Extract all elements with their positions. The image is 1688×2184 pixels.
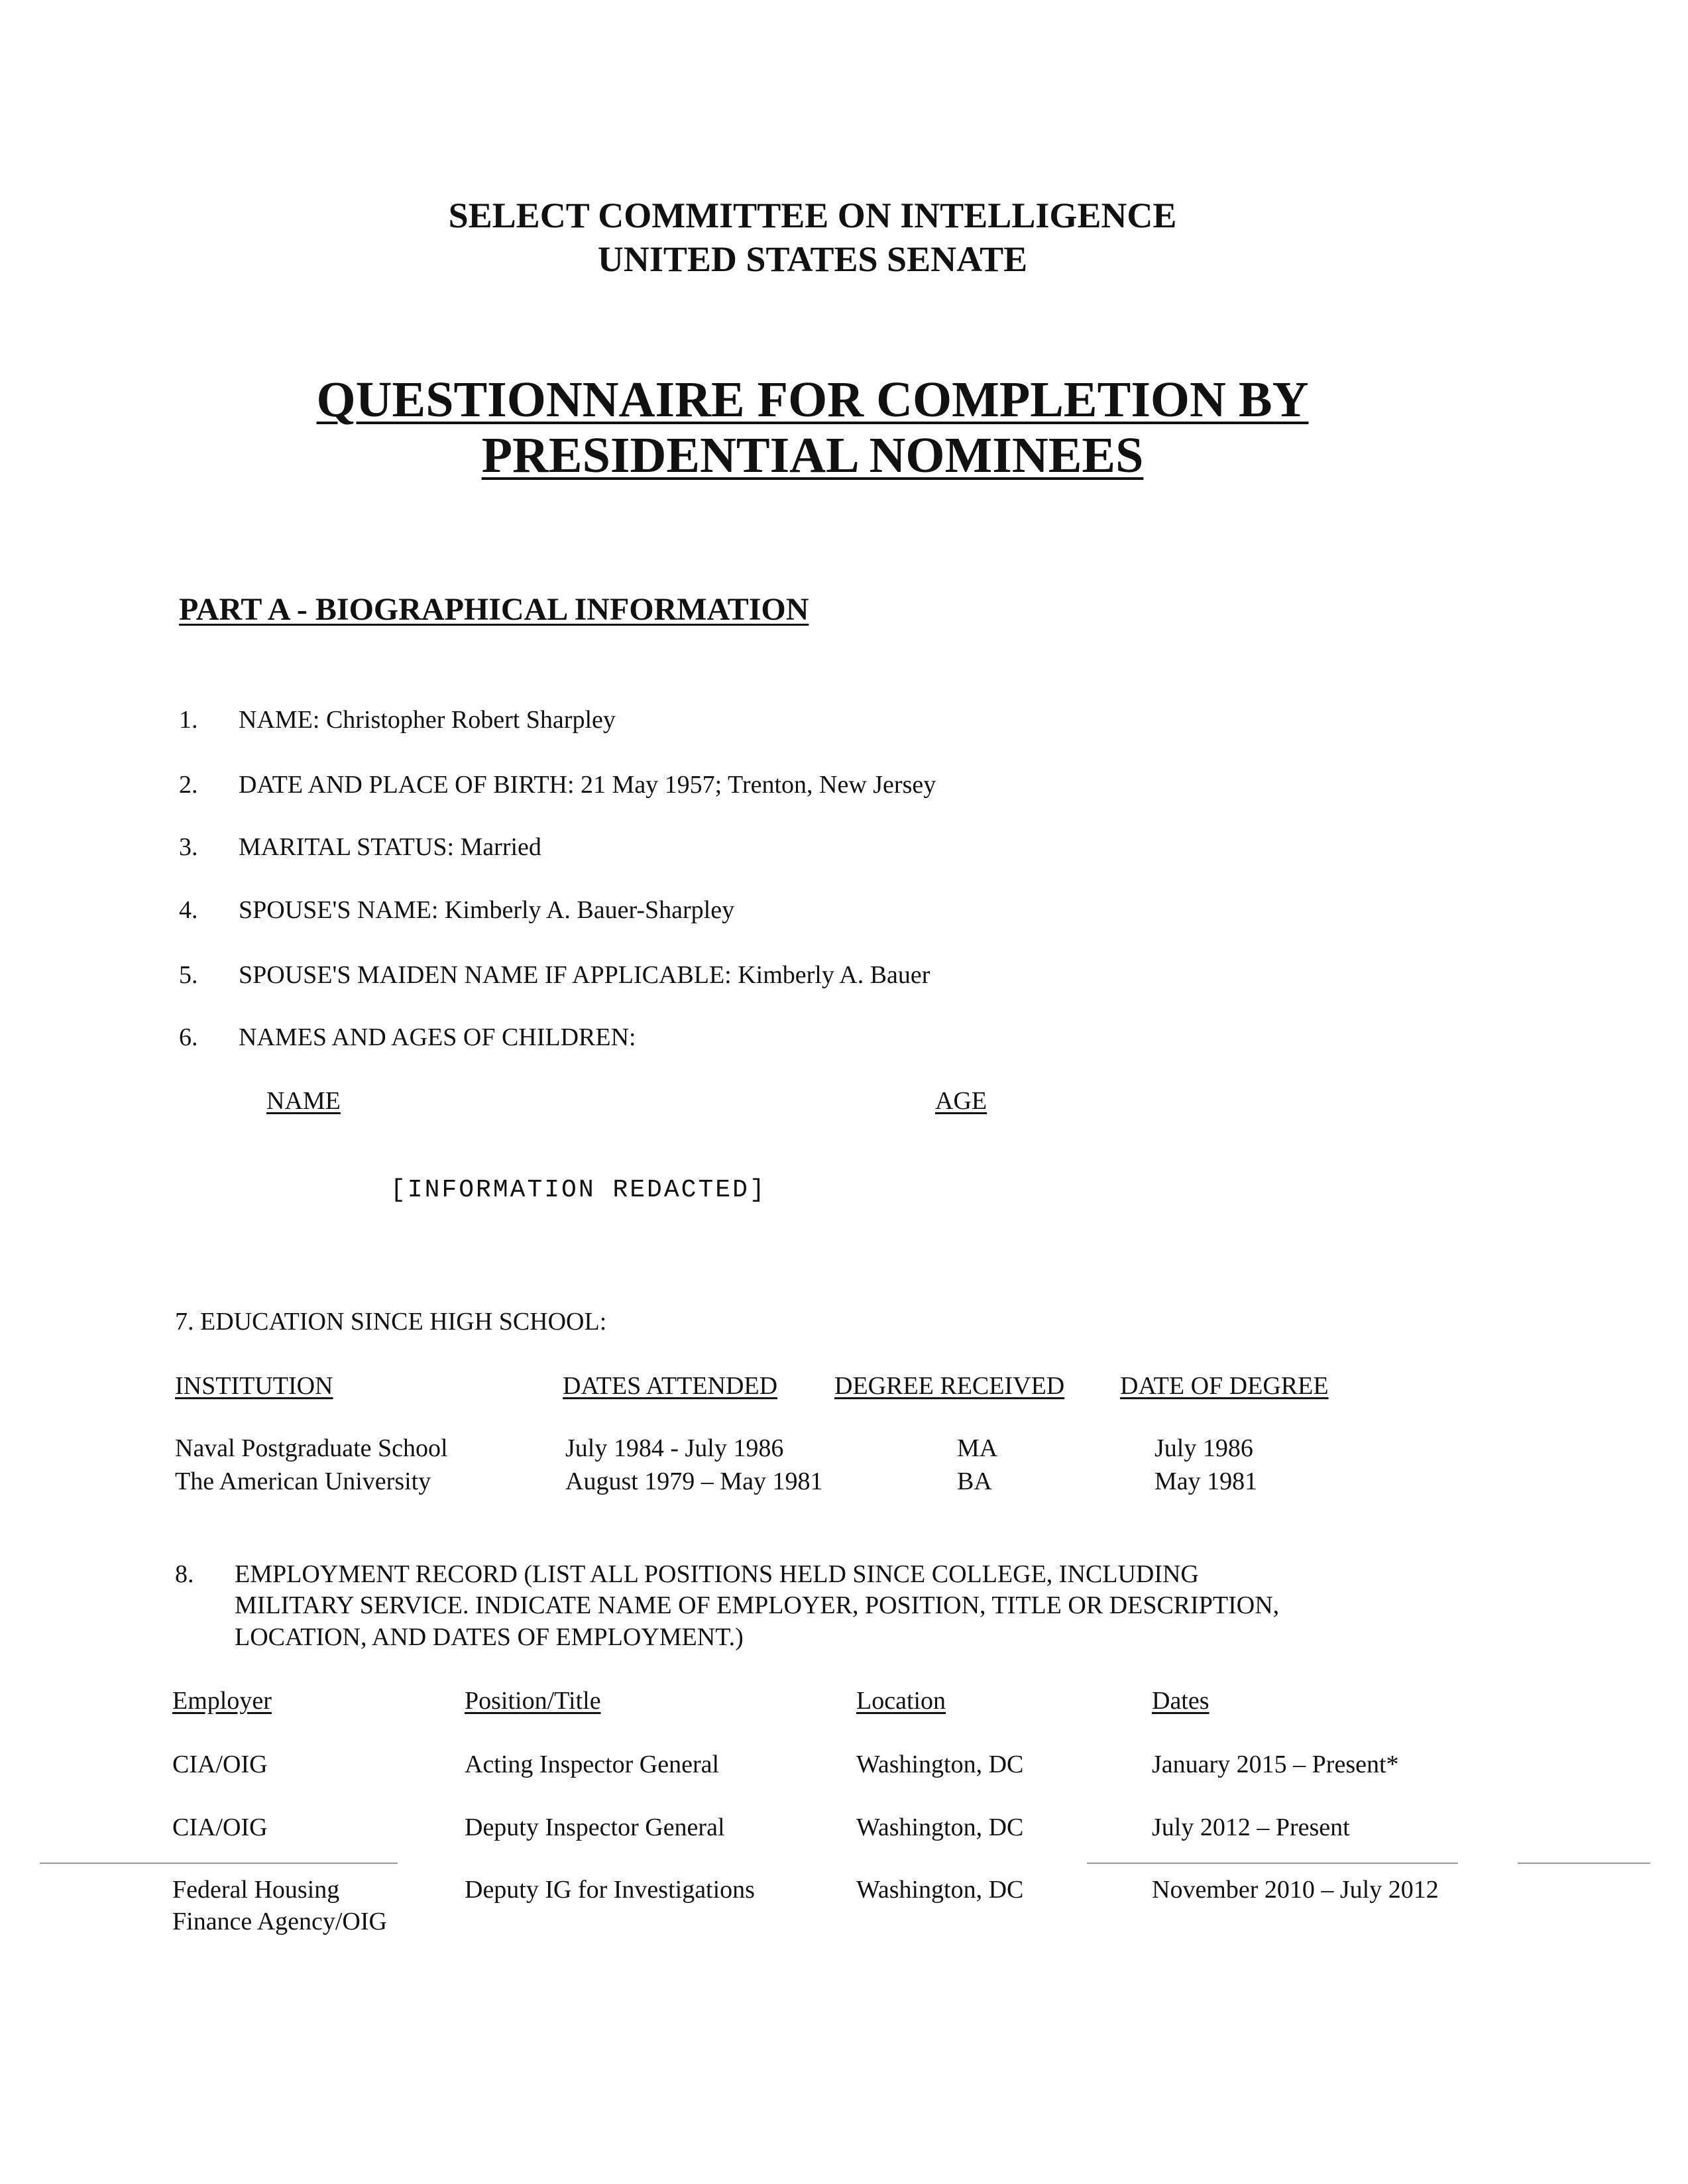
table-cell: Finance Agency/OIG	[172, 1908, 387, 1935]
title-line-2: PRESIDENTIAL NOMINEES	[481, 428, 1144, 483]
column-header: Dates	[1152, 1687, 1210, 1715]
table-cell: November 2010 – July 2012	[1152, 1876, 1439, 1904]
table-cell: The American University	[175, 1467, 431, 1495]
item-number: 2.	[179, 771, 198, 799]
title-line-1: QUESTIONNAIRE FOR COMPLETION BY	[316, 372, 1309, 428]
header-line-1: SELECT COMMITTEE ON INTELLIGENCE	[448, 196, 1177, 235]
table-cell: Washington, DC	[856, 1813, 1024, 1841]
employment-heading-line: MILITARY SERVICE. INDICATE NAME OF EMPLOYER, POSITION, TITLE OR DESCRIPTION,	[235, 1591, 1280, 1619]
item-name: NAME: Christopher Robert Sharpley	[239, 706, 616, 734]
children-name-header: NAME	[266, 1087, 341, 1115]
employment-number: 8.	[175, 1560, 194, 1588]
item-number: 5.	[179, 961, 198, 989]
table-cell: July 1986	[1154, 1434, 1253, 1462]
table-cell: MA	[957, 1434, 998, 1462]
table-cell: Naval Postgraduate School	[175, 1434, 448, 1462]
table-cell: Washington, DC	[856, 1751, 1024, 1778]
table-cell: Federal Housing	[172, 1876, 340, 1904]
table-cell: BA	[957, 1467, 992, 1495]
redacted-notice: [INFORMATION REDACTED]	[390, 1176, 767, 1204]
table-cell: August 1979 – May 1981	[565, 1467, 823, 1495]
item-number: 4.	[179, 896, 198, 924]
item-children: NAMES AND AGES OF CHILDREN:	[239, 1023, 636, 1051]
column-header: DATE OF DEGREE	[1120, 1372, 1329, 1400]
part-a-heading: PART A - BIOGRAPHICAL INFORMATION	[179, 592, 809, 627]
education-heading: 7. EDUCATION SINCE HIGH SCHOOL:	[175, 1308, 607, 1336]
table-cell: Washington, DC	[856, 1876, 1024, 1904]
table-cell: Acting Inspector General	[465, 1751, 720, 1778]
item-marital-status: MARITAL STATUS: Married	[239, 833, 541, 861]
header-line-2: UNITED STATES SENATE	[597, 239, 1028, 279]
employment-heading-line: LOCATION, AND DATES OF EMPLOYMENT.)	[235, 1623, 744, 1651]
item-birth: DATE AND PLACE OF BIRTH: 21 May 1957; Trenton, New Jersey	[239, 771, 936, 799]
table-cell: CIA/OIG	[172, 1813, 268, 1841]
table-cell: Deputy IG for Investigations	[465, 1876, 755, 1904]
table-cell: CIA/OIG	[172, 1751, 268, 1778]
column-header: Position/Title	[465, 1687, 601, 1715]
column-header: INSTITUTION	[175, 1372, 333, 1400]
column-header: Location	[856, 1687, 946, 1715]
item-number: 1.	[179, 706, 198, 734]
item-spouse-maiden-name: SPOUSE'S MAIDEN NAME IF APPLICABLE: Kimberly A. Bauer	[239, 961, 930, 989]
column-header: DATES ATTENDED	[563, 1372, 778, 1400]
table-cell: July 1984 - July 1986	[565, 1434, 784, 1462]
item-number: 6.	[179, 1023, 198, 1051]
column-header: DEGREE RECEIVED	[834, 1372, 1065, 1400]
table-cell: May 1981	[1154, 1467, 1258, 1495]
column-header: Employer	[172, 1687, 272, 1715]
employment-heading-line: EMPLOYMENT RECORD (LIST ALL POSITIONS HELD SINCE COLLEGE, INCLUDING	[235, 1560, 1199, 1588]
scan-artifact-line	[1518, 1863, 1650, 1864]
table-cell: January 2015 – Present*	[1152, 1751, 1399, 1778]
table-cell: Deputy Inspector General	[465, 1813, 725, 1841]
table-cell: July 2012 – Present	[1152, 1813, 1350, 1841]
item-number: 3.	[179, 833, 198, 861]
children-age-header: AGE	[935, 1087, 987, 1115]
scan-artifact-line	[40, 1863, 398, 1864]
scan-artifact-line	[1087, 1863, 1458, 1864]
item-spouse-name: SPOUSE'S NAME: Kimberly A. Bauer-Sharpley	[239, 896, 735, 924]
